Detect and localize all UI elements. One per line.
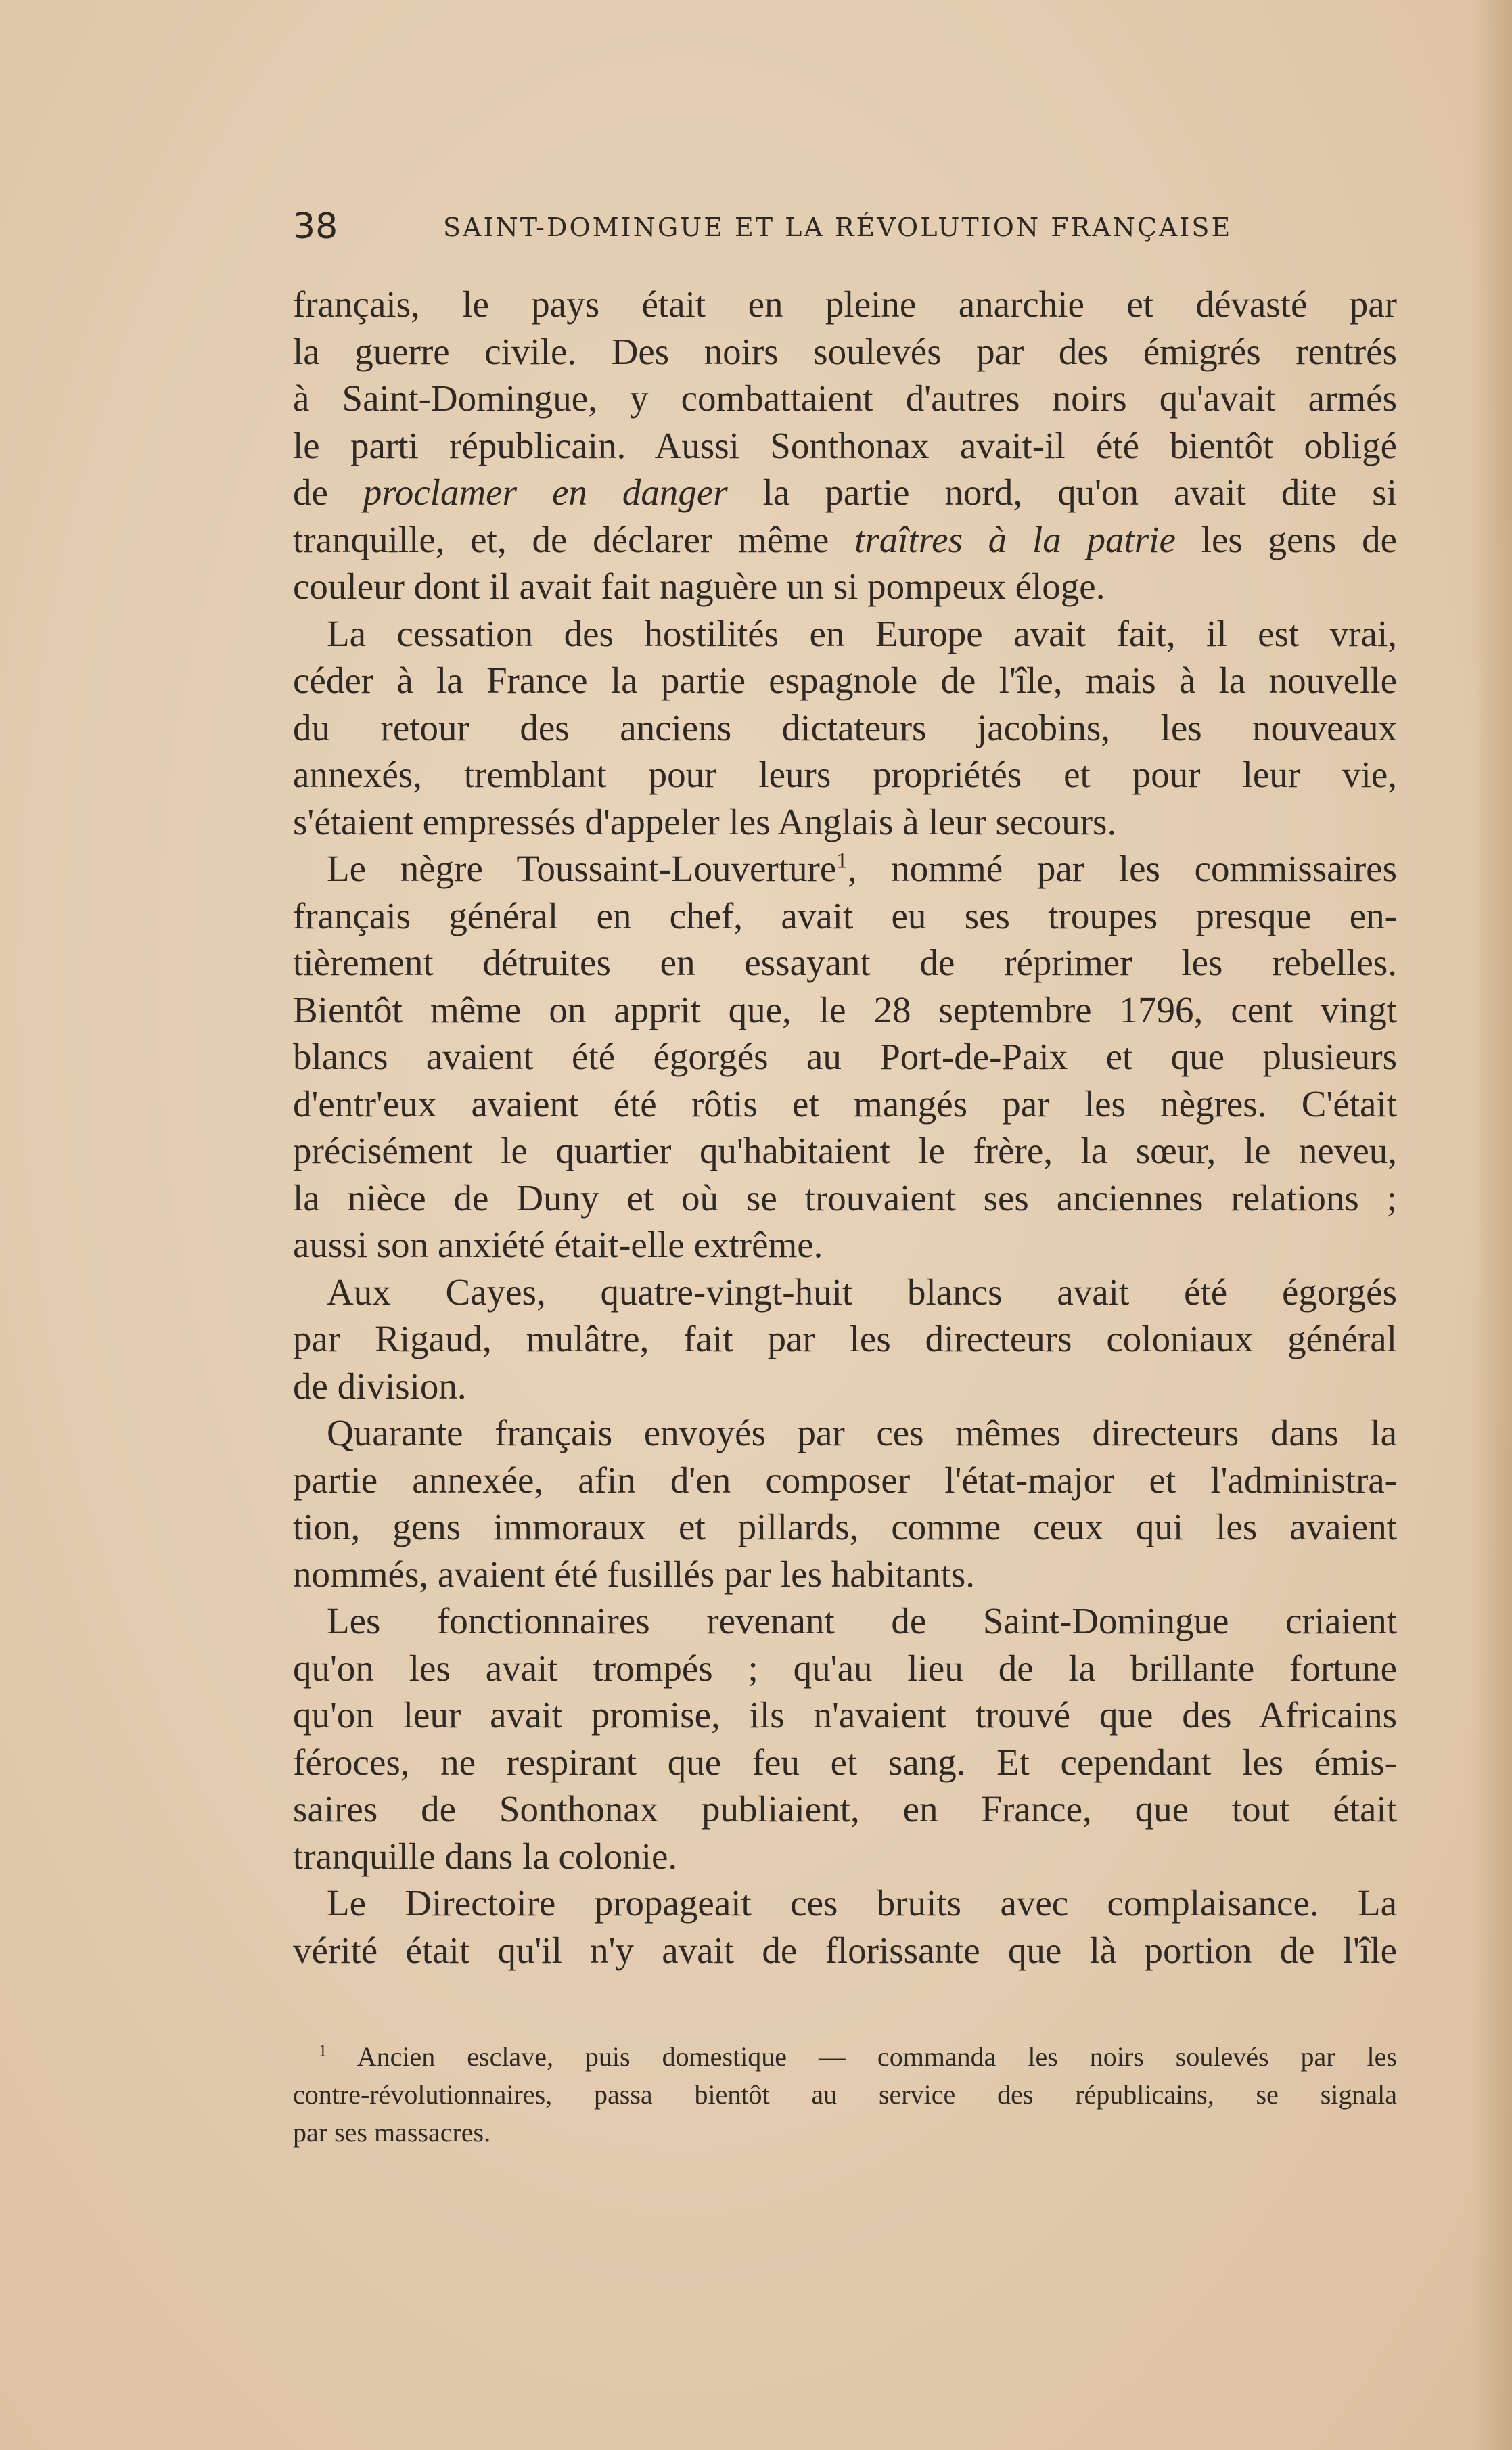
text-line: d'entr'eux avaient été rôtis et mangés par les nègres. C'était xyxy=(293,1083,1397,1125)
paragraph-start-line: Les fonctionnaires revenant de Saint-Domingue criaient xyxy=(327,1600,1397,1641)
text-run: , nommé par les commissaires xyxy=(847,848,1397,889)
text-line: la nièce de Duny et où se trouvaient ses anciennes relations ; xyxy=(293,1177,1397,1219)
footnote-marker: 1 xyxy=(319,2042,327,2060)
text-run: la partie nord, qu'on avait dite si xyxy=(727,472,1397,513)
page-edge-shadow xyxy=(1471,0,1512,2450)
text-line: s'étaient empressés d'appeler les Anglais à leur secours. xyxy=(293,800,1117,842)
text-line: Bientôt même on apprit que, le 28 septembre 1796, cent vingt xyxy=(293,989,1397,1030)
text-line: céder à la France la partie espagnole de l'île, mais à la nouvelle xyxy=(293,660,1397,701)
text-line: vérité était qu'il n'y avait de florissante que là portion de l'île xyxy=(293,1929,1397,1971)
text-line: nommés, avaient été fusillés par les habitants. xyxy=(293,1553,976,1595)
text-line: à Saint-Domingue, y combattaient d'autres noirs qu'avait armés xyxy=(293,378,1397,419)
text-line xyxy=(293,516,1397,564)
text-line xyxy=(293,469,1397,516)
text-line: saires de Sonthonax publiaient, en France, que tout était xyxy=(293,1788,1397,1830)
text-line: de division. xyxy=(293,1365,467,1407)
paragraph-start-line: Le Directoire propageait ces bruits avec complaisance. La xyxy=(327,1882,1397,1924)
text-line: qu'on leur avait promise, ils n'avaient trouvé que des Africains xyxy=(293,1694,1397,1736)
paragraph-start-line: La cessation des hostilités en Europe avait fait, il est vrai, xyxy=(327,612,1397,654)
running-title: SAINT-DOMINGUE ET LA RÉVOLUTION FRANÇAISE xyxy=(443,212,1233,242)
text-line: tranquille dans la colonie. xyxy=(293,1835,678,1877)
page-number: 38 xyxy=(293,206,338,247)
text-line: qu'on les avait trompés ; qu'au lieu de la brillante fortune xyxy=(293,1647,1397,1689)
text-line: le parti républicain. Aussi Sonthonax avait-il été bientôt obligé xyxy=(293,424,1397,466)
text-run: Ancien esclave, puis domestique — commanda les noirs soulevés par les xyxy=(327,2041,1397,2072)
paragraph-start-line: Quarante français envoyés par ces mêmes directeurs dans la xyxy=(327,1412,1397,1453)
text-line: partie annexée, afin d'en composer l'état-major et l'administra- xyxy=(293,1459,1397,1501)
text-line: français général en chef, avait eu ses troupes presque en- xyxy=(293,894,1397,936)
italic-phrase: proclamer en danger xyxy=(363,472,728,513)
footnote-line: par ses massacres. xyxy=(293,2117,491,2148)
page-header xyxy=(293,203,1240,250)
text-line: par Rigaud, mulâtre, fait par les directeurs coloniaux général xyxy=(293,1318,1397,1359)
text-line: français, le pays était en pleine anarchie et dévasté par xyxy=(293,283,1397,325)
text-run: tranquille, et, de déclarer même xyxy=(293,518,855,560)
text-line: tièrement détruites en essayant de réprimer les rebelles. xyxy=(293,942,1397,983)
text-run: les gens de xyxy=(1175,518,1397,560)
text-line: du retour des anciens dictateurs jacobins, les nouveaux xyxy=(293,706,1397,748)
text-line: féroces, ne respirant que feu et sang. Et cependant les émis- xyxy=(293,1741,1397,1783)
paragraph-start-line xyxy=(293,845,1397,892)
text-line: tion, gens immoraux et pillards, comme ceux qui les avaient xyxy=(293,1506,1397,1547)
text-run: Le nègre Toussaint-Louverture xyxy=(327,848,837,889)
text-line: la guerre civile. Des noirs soulevés par des émigrés rentrés xyxy=(293,330,1397,372)
footnote-reference: 1 xyxy=(836,848,848,874)
footnote xyxy=(293,2038,1397,2152)
text-line: annexés, tremblant pour leurs propriétés et pour leur vie, xyxy=(293,754,1397,795)
text-run: de xyxy=(293,472,363,513)
text-line: blancs avaient été égorgés au Port-de-Paix et que plusieurs xyxy=(293,1036,1397,1077)
text-line: précisément le quartier qu'habitaient le frère, la sœur, le neveu, xyxy=(293,1130,1397,1171)
body-text xyxy=(293,281,1397,1974)
italic-phrase: traîtres à la patrie xyxy=(854,518,1176,560)
footnote-line: contre-révolutionnaires, passa bientôt au service des républicains, se signala xyxy=(293,2079,1397,2110)
footnote-line xyxy=(293,2038,1397,2076)
paragraph-start-line: Aux Cayes, quatre-vingt-huit blancs avait été égorgés xyxy=(327,1271,1397,1313)
text-line: aussi son anxiété était-elle extrême. xyxy=(293,1224,823,1265)
text-line: couleur dont il avait fait naguère un si pompeux éloge. xyxy=(293,566,1105,607)
